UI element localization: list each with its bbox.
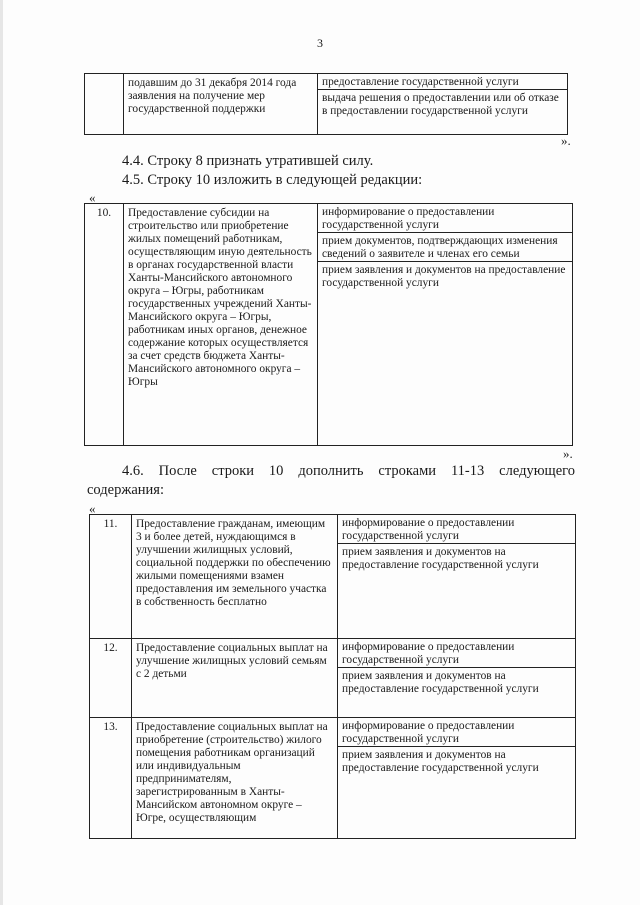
table-row [90,639,576,718]
closing-quote: ». [563,446,573,461]
row-number: 12. [90,639,132,718]
procedure-item: предоставление государственной услуги [318,74,567,90]
row-number: 10. [85,204,124,446]
closing-quote: ». [561,133,571,148]
row-number: 11. [90,515,132,639]
row-number [85,74,124,135]
service-name: Предоставление гражданам, имеющим 3 и более детей, нуждающимся в улучшении жилищных условий, социальной поддержки по обеспечению жилыми помещениями взамен предоставления им земельного участка в собственность бесплатно [132,515,338,639]
procedure-item: прием заявления и документов на предоставление государственной услуги [322,264,566,289]
table-row [90,718,576,839]
procedure-item: информирование о предоставлении государственной услуги [318,204,572,233]
procedure-item: прием заявления и документов на предоставление государственной услуги [342,670,539,695]
procedure-item: прием заявления и документов на предоставление государственной услуги [342,749,539,774]
service-name: Предоставление субсидии на строительство или приобретение жилых помещений работникам, осуществляющим иную деятельность в органах государственной власти Ханты-Мансийского автономного округа – Югры, работникам государственных учреждений Ханты-Мансийского округа – Югры, работникам иных органов, денежное содержание которых осуществляется за счет средств бюджета Ханты-Мансийского автономного округа – Югры [124,204,318,446]
service-name: Предоставление социальных выплат на улучшение жилищных условий семьям с 2 детьми [132,639,338,718]
paragraph-4-6: 4.6. После строки 10 дополнить строками 11-13 следующего [122,463,575,479]
procedures-cell [318,204,573,446]
procedures-cell [338,718,576,839]
procedure-item: прием заявления и документов на предоставление государственной услуги [342,546,539,571]
scan-edge [0,0,3,905]
procedures-cell [318,74,568,135]
procedure-item: информирование о предоставлении государственной услуги [338,718,575,747]
procedures-cell [338,515,576,639]
procedure-item: прием документов, подтверждающих изменения сведений о заявителе и членах его семьи [318,233,572,262]
procedure-item: информирование о предоставлении государственной услуги [338,639,575,668]
table-row [85,74,568,135]
service-name: подавшим до 31 декабря 2014 года заявления на получение мер государственной поддержки [124,74,318,135]
paragraph-4-5: 4.5. Строку 10 изложить в следующей редакции: [122,172,423,188]
services-table-rows11-13 [89,514,576,839]
opening-quote: « [89,190,96,205]
paragraph-4-6-continued: содержания: [87,482,165,498]
procedure-item: выдача решения о предоставлении или об отказе в предоставлении государственной услуги [322,92,559,117]
procedure-item: информирование о предоставлении государственной услуги [338,515,575,544]
services-table-continuation [84,73,568,135]
row-number: 13. [90,718,132,839]
page-number: 3 [317,36,323,50]
table-row [85,204,573,446]
service-name: Предоставление социальных выплат на приобретение (строительство) жилого помещения работникам организаций или индивидуальным предпринимателям, зарегистрированным в Ханты-Мансийском автономном округе – Югре, осуществляющим [132,718,338,839]
table-row [90,515,576,639]
paragraph-4-4: 4.4. Строку 8 признать утратившей силу. [122,153,374,169]
procedures-cell [338,639,576,718]
opening-quote: « [89,501,96,516]
services-table-row10 [84,203,573,446]
